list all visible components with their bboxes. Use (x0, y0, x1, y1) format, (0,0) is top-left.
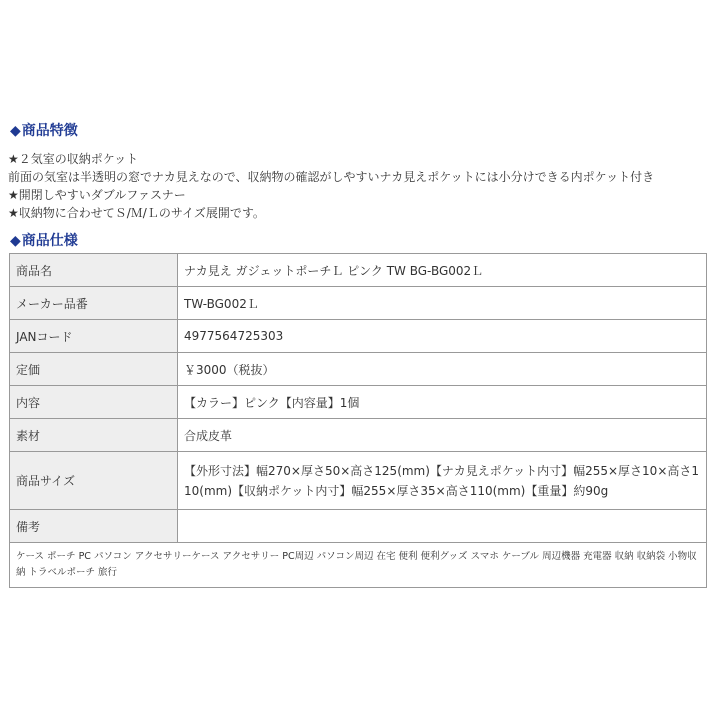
spec-value: ナカ見え ガジェットポーチＬ ピンク TW BG-BG002Ｌ (178, 254, 707, 287)
spec-row-jan-code (10, 320, 707, 353)
keyword-tags: ケース ポーチ PC パソコン アクセサリーケース アクセサリー PC周辺 パソコン周辺 在宅 便利 便利グッズ スマホ ケーブル 周辺機器 充電器 収納 収納袋 小物収納 トラベルポーチ 旅行 (10, 543, 707, 588)
spec-label: メーカー品番 (10, 287, 178, 320)
spec-row-tags (10, 543, 707, 588)
spec-row-material (10, 419, 707, 452)
feature-line: 前面の気室は半透明の窓でナカ見えなので、収納物の確認がしやすいナカ見えポケットには小分けできる内ポケット付き (8, 170, 655, 184)
spec-label: 素材 (10, 419, 178, 452)
features-list (8, 150, 714, 222)
spec-heading (10, 230, 78, 250)
spec-value (178, 510, 707, 543)
spec-value: ￥3000（税抜） (178, 353, 707, 386)
spec-value: 【外形寸法】幅270×厚さ50×高さ125(mm)【ナカ見えポケット内寸】幅255×厚さ10×高さ110(mm)【収納ポケット内寸】幅255×厚さ35×高さ110(mm)【重量】約90g (178, 452, 707, 510)
spec-table (9, 253, 707, 588)
spec-value: 4977564725303 (178, 320, 707, 353)
spec-label: 内容 (10, 386, 178, 419)
diamond-icon: ◆ (10, 123, 21, 139)
spec-row-product-name (10, 254, 707, 287)
spec-value: TW-BG002Ｌ (178, 287, 707, 320)
spec-label: JANコード (10, 320, 178, 353)
spec-value: 【カラー】ピンク【内容量】1個 (178, 386, 707, 419)
spec-row-contents (10, 386, 707, 419)
spec-row-size (10, 452, 707, 510)
spec-label: 商品名 (10, 254, 178, 287)
feature-line: ★収納物に合わせてＳ/Ｍ/Ｌのサイズ展開です。 (8, 206, 265, 220)
spec-row-notes (10, 510, 707, 543)
spec-label: 商品サイズ (10, 452, 178, 510)
spec-row-model-number (10, 287, 707, 320)
feature-line: ★開閉しやすいダブルファスナー (8, 188, 186, 202)
spec-label: 備考 (10, 510, 178, 543)
feature-line: ★２気室の収納ポケット (8, 152, 139, 166)
spec-heading-text: 商品仕様 (21, 233, 78, 249)
features-heading-text: 商品特徴 (21, 123, 78, 139)
features-heading (10, 120, 78, 140)
spec-row-price (10, 353, 707, 386)
spec-value: 合成皮革 (178, 419, 707, 452)
diamond-icon: ◆ (10, 233, 21, 249)
spec-label: 定価 (10, 353, 178, 386)
